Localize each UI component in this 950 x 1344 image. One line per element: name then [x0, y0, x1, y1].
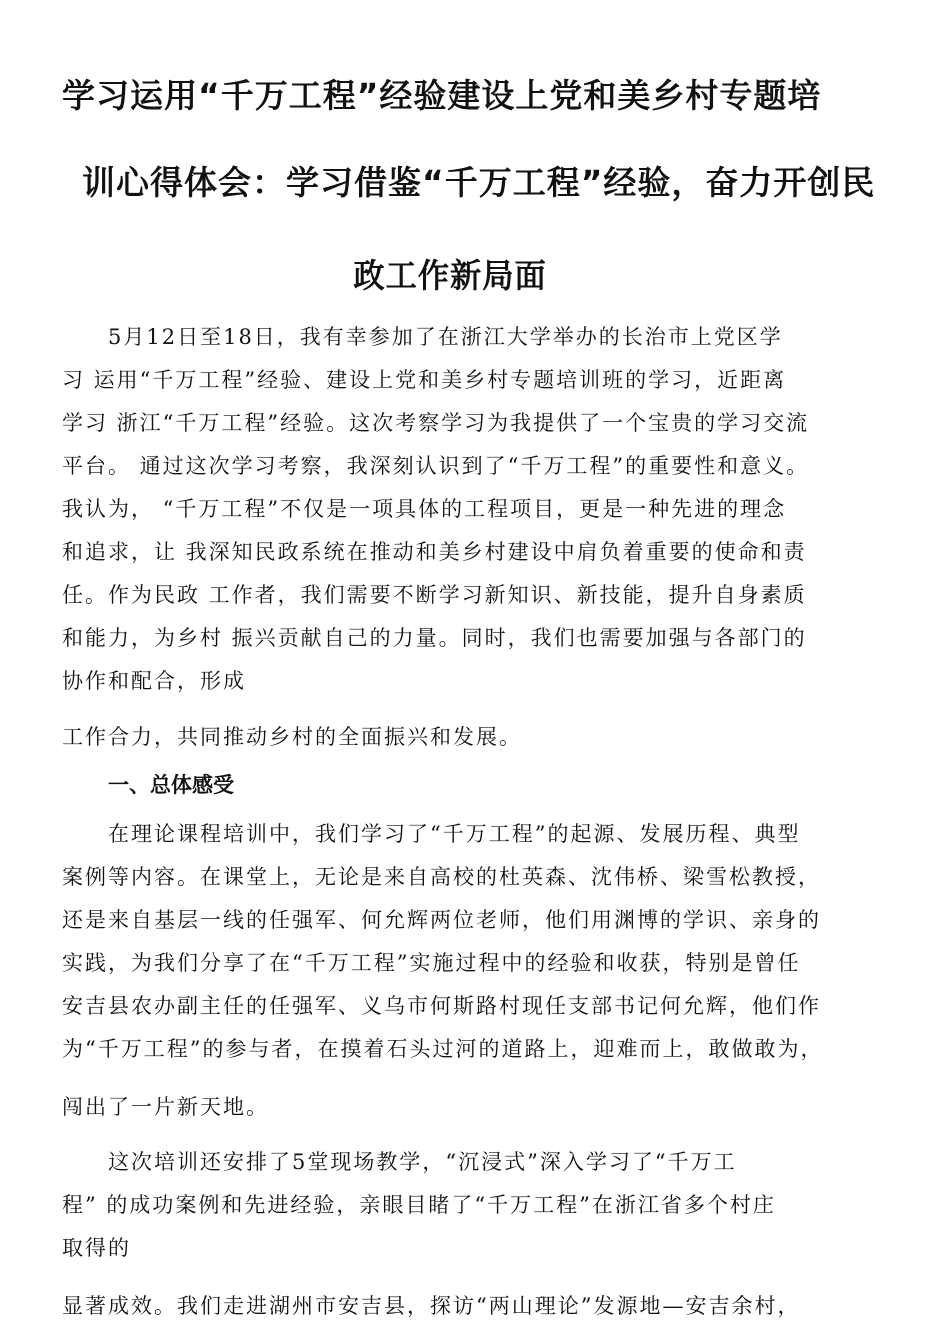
paragraph-2-line: 闯出了一片新天地。: [62, 1095, 269, 1119]
paragraph-2-line: 为“千万工程”的参与者，在摸着石头过河的道路上，迎难而上，敢做敢为，: [62, 1037, 824, 1061]
paragraph-3-line: 取得的: [62, 1236, 131, 1260]
paragraph-1-line: 5月12日至18日，我有幸参加了在浙江大学举办的长治市上党区学: [108, 325, 783, 349]
paragraph-2-line: 案例等内容。在课堂上，无论是来自高校的杜英森、沈伟桥、梁雪松教授，: [62, 865, 821, 889]
paragraph-1-line: 和追求，让 我深知民政系统在推动和美乡村建设中肩负着重要的使命和责: [62, 540, 807, 564]
paragraph-1-line: 学习 浙江“千万工程”经验。这次考察学习为我提供了一个宝贵的学习交流: [62, 411, 810, 435]
paragraph-2-line: 实践，为我们分享了在“千万工程”实施过程中的经验和收获，特别是曾任: [62, 951, 801, 975]
paragraph-3-line: 显著成效。我们走进湖州市安吉县，探访“两山理论”发源地—安吉余村，: [62, 1294, 801, 1318]
paragraph-1-line: 平台。 通过这次学习考察，我深刻认识到了“千万工程”的重要性和意义。: [62, 454, 810, 478]
paragraph-3-line: 程” 的成功案例和先进经验，亲眼目睹了“千万工程”在浙江省多个村庄: [62, 1193, 776, 1217]
section-heading: 一、总体感受: [108, 773, 234, 797]
paragraph-1-line: 我认为， “千万工程”不仅是一项具体的工程项目，更是一种先进的理念: [62, 497, 787, 521]
document-title-line-1: 学习运用“千万工程”经验建设上党和美乡村专题培: [62, 76, 822, 115]
paragraph-2-line: 在理论课程培训中，我们学习了“千万工程”的起源、发展历程、典型: [108, 822, 801, 846]
paragraph-1-line: 工作合力，共同推动乡村的全面振兴和发展。: [62, 725, 522, 749]
paragraph-2-line: 还是来自基层一线的任强军、何允辉两位老师，他们用渊博的学识、亲身的: [62, 908, 821, 932]
document-title-line-2: 训心得体会：学习借鉴“千万工程”经验，奋力开创民: [82, 163, 876, 202]
document-title-line-3: 政工作新局面: [353, 256, 547, 295]
paragraph-1-line: 协作和配合，形成: [62, 669, 246, 693]
paragraph-3-line: 这次培训还安排了5堂现场教学，“沉浸式”深入学习了“千万工: [108, 1150, 737, 1174]
paragraph-1-line: 和能力，为乡村 振兴贡献自己的力量。同时，我们也需要加强与各部门的: [62, 626, 807, 650]
paragraph-2-line: 安吉县农办副主任的任强军、义乌市何斯路村现任支部书记何允辉，他们作: [62, 994, 821, 1018]
paragraph-1-line: 习 运用“千万工程”经验、建设上党和美乡村专题培训班的学习，近距离: [62, 368, 787, 392]
paragraph-1-line: 任。作为民政 工作者，我们需要不断学习新知识、新技能，提升自身素质: [62, 583, 807, 607]
